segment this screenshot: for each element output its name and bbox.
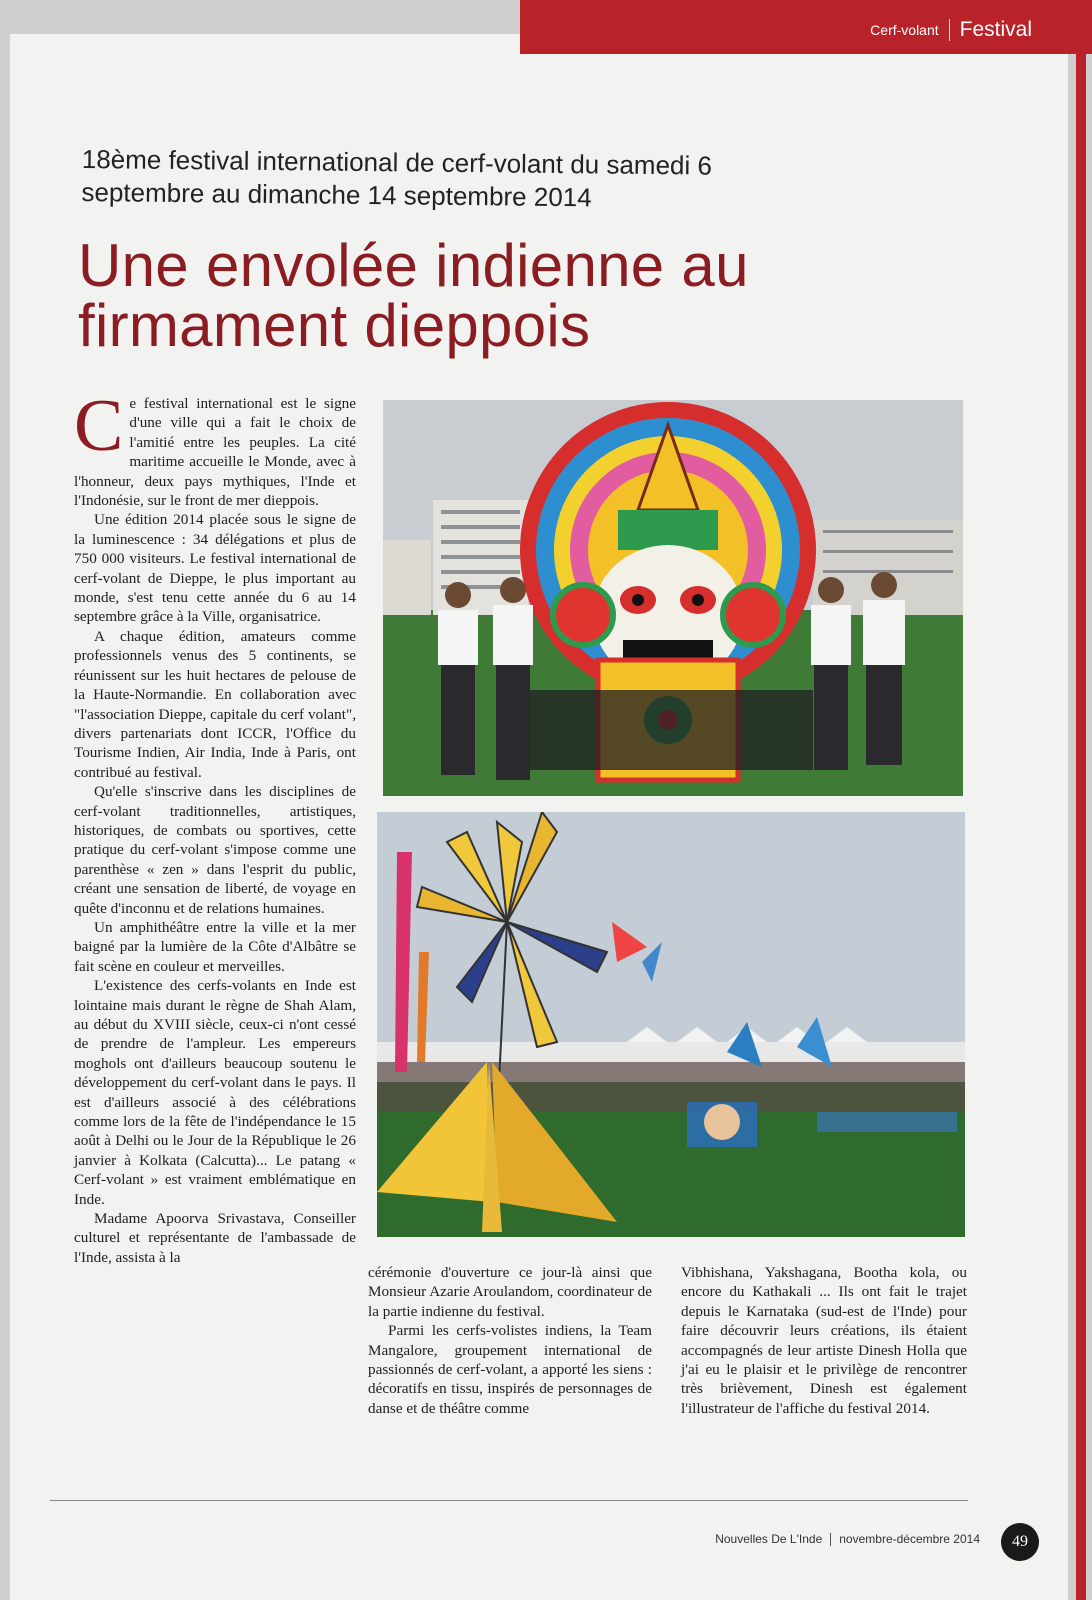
- section-header-bar: [520, 0, 1092, 54]
- section-sub-label: Cerf-volant: [870, 22, 939, 38]
- footer-separator: [830, 1533, 831, 1546]
- section-label: [870, 18, 1032, 42]
- footer: [715, 1532, 980, 1546]
- page-edge-red: [1076, 54, 1086, 1600]
- paragraph: Une édition 2014 placée sous le signe de la luminescence : 34 délégations et plus de 750 000 visiteurs. Le festival international de cerf-volant de Dieppe, le plus important au monde, s'est tenu cette année du 6 au 14 septembre grâce à la Ville, organisatrice.: [74, 511, 356, 626]
- article-kicker: 18ème festival international de cerf-volant du samedi 6 septembre au dimanche 14 septembre 2014: [81, 143, 713, 213]
- paragraph: Madame Apoorva Srivastava, Conseiller culturel et représentante de l'ambassade de l'Inde, assista à la: [74, 1210, 356, 1266]
- paragraph: Parmi les cerfs-volistes indiens, la Team Mangalore, groupement international de passionnés de cerf-volant, a apporté les siens : décoratifs en tissu, inspirés de personnages de danse et de théâtre comme: [368, 1322, 652, 1417]
- magazine-name: Nouvelles De L'Inde: [715, 1532, 823, 1546]
- paragraph: A chaque édition, amateurs comme professionnels venus des 5 continents, se réunissent sur les huit hectares de pelouse de la Haute-Normandie. En collaboration avec "l'association Dieppe, capitale du cerf volant", divers partenariats dont ICCR, l'Office du Tourisme Indien, Air India, Inde à Paris, ont contribué au festival.: [74, 627, 356, 781]
- issue-date: novembre-décembre 2014: [839, 1532, 980, 1546]
- article-title: Une envolée indienne au firmament dieppois: [78, 232, 749, 359]
- paragraph: Vibhishana, Yakshagana, Bootha kola, ou encore du Kathakali ... Ils ont fait le trajet depuis le Karnataka (sud-est de l'Inde) pour faire découvrir leurs créations, ils étaient accompagnés de leur artiste Dinesh Holla que j'ai eu le plaisir et le privilège de rencontrer très brièvement, Dinesh est également l'illustrateur de l'affiche du festival 2014.: [681, 1264, 967, 1417]
- paragraph: Qu'elle s'inscrive dans les disciplines de cerf-volant traditionnelles, artistiques, historiques, de combats ou sportives, cette pratique du cerf-volant s'impose comme une parenthèse « zen » dans l'esprit du public, créant une sensation de liberté, de voyage en quête d'inconnu et de relations humaines.: [74, 783, 356, 917]
- paragraph: Un amphithéâtre entre la ville et la mer baigné par la lumière de la Côte d'Albâtre se fait scène en couleur et merveilles.: [74, 918, 356, 975]
- text-column-3: [681, 1263, 967, 1418]
- photo-kite-field: [377, 812, 965, 1237]
- section-main-label: Festival: [959, 18, 1032, 41]
- paragraph: e festival international est le signe d'une ville qui a fait le choix de l'amitié entre les peuples. La cité maritime accueille le Monde, avec à l'honneur, deux pays mythiques, l'Inde et l'Indonésie, sur le front de mer dieppois.: [74, 395, 356, 510]
- footer-rule: [50, 1500, 968, 1501]
- photo-mask-kite: [383, 400, 963, 796]
- paragraph: cérémonie d'ouverture ce jour-là ainsi que Monsieur Azarie Aroulandom, coordinateur de la partie indienne du festival.: [368, 1264, 652, 1320]
- text-column-1: [74, 385, 356, 1267]
- paragraph: L'existence des cerfs-volants en Inde est lointaine mais durant le règne de Shah Alam, au début du XVIII siècle, ceux-ci n'ont cessé de prendre de l'ampleur. Les empereurs moghols ont d'ailleurs beaucoup soutenu le développement du cerf-volant dans le pays. Il est d'ailleurs associé à des célébrations comme lors de la fête de l'indépendance le 15 août à Delhi ou le Jour de la République le 26 janvier à Kolkata (Calcutta)... Le patang « Cerf-volant » est vraiment emblématique en Inde.: [74, 977, 356, 1208]
- page-number: 49: [1001, 1523, 1039, 1561]
- section-separator: [949, 19, 950, 41]
- drop-cap: C: [74, 385, 124, 467]
- text-column-2: [368, 1263, 652, 1418]
